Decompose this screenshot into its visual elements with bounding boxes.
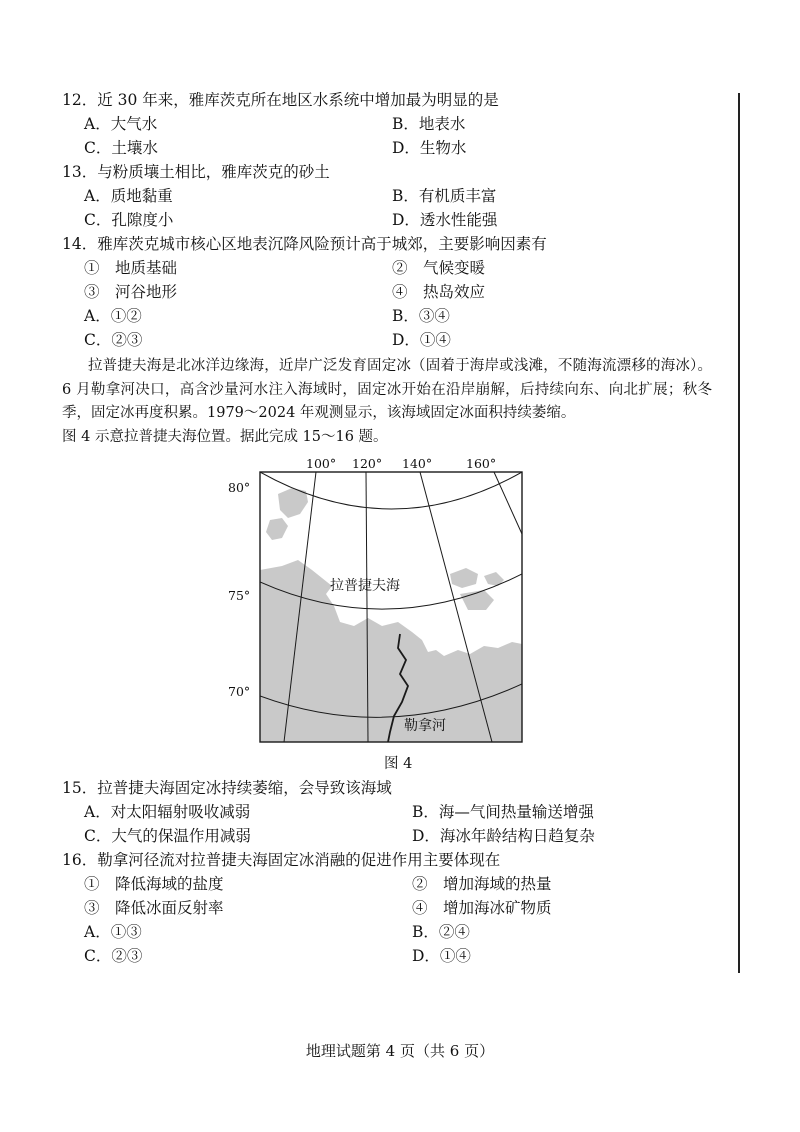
q13-option-c: C．孔隙度小 xyxy=(84,211,174,229)
river-name-label: 勒拿河 xyxy=(404,718,446,734)
question-13-stem: 13．与粉质壤土相比，雅库茨克的砂土 xyxy=(62,163,330,181)
q14-option-a: A．①② xyxy=(84,307,142,325)
q14-option-c: C．②③ xyxy=(84,331,143,349)
figure-caption: 图 4 xyxy=(384,756,413,772)
q15-option-d: D．海冰年龄结构日趋复杂 xyxy=(412,827,595,845)
q12-option-c: C．土壤水 xyxy=(84,139,158,157)
q14-option-d: D．①④ xyxy=(392,331,451,349)
question-15-stem: 15．拉普捷夫海固定冰持续萎缩，会导致该海域 xyxy=(62,779,392,797)
q16-item-2: ② 增加海域的热量 xyxy=(412,875,552,893)
q15-option-c: C．大气的保温作用减弱 xyxy=(84,827,251,845)
q14-item-1: ① 地质基础 xyxy=(84,259,178,277)
lat-label-75: 75° xyxy=(228,588,251,603)
q13-option-d: D．透水性能强 xyxy=(392,211,498,229)
q12-option-b: B．地表水 xyxy=(392,115,466,133)
q16-option-c: C．②③ xyxy=(84,947,143,965)
page-footer: 地理试题第 4 页（共 6 页） xyxy=(305,1042,495,1060)
q16-item-3: ③ 降低冰面反射率 xyxy=(84,899,224,917)
sea-name-label: 拉普捷夫海 xyxy=(330,578,400,594)
lon-label-160: 160° xyxy=(466,456,497,471)
q14-item-3: ③ 河谷地形 xyxy=(84,283,178,301)
passage-text: 拉普捷夫海是北冰洋边缘海，近岸广泛发育固定冰（固着于海岸或浅滩，不随海流漂移的海冰）。6 月勒拿河决口，高含沙量河水注入海域时，固定冰开始在沿岸崩解，后持续向东、向北扩展；秋冬季，固定冰再度积累。1979～2024 年观测显示，该海域固定冰面积持续萎缩。 xyxy=(62,358,712,421)
q13-option-b: B．有机质丰富 xyxy=(392,187,497,205)
q16-item-1: ① 降低海域的盐度 xyxy=(84,875,224,893)
passage-instruction: 图 4 示意拉普捷夫海位置。据此完成 15～16 题。 xyxy=(62,428,388,445)
q16-option-b: B．②④ xyxy=(412,923,470,941)
q14-option-b: B．③④ xyxy=(392,307,450,325)
q14-item-2: ② 气候变暖 xyxy=(392,259,486,277)
q15-option-b: B．海—气间热量输送增强 xyxy=(412,803,594,821)
map-svg xyxy=(222,454,532,754)
lat-label-70: 70° xyxy=(228,684,251,699)
q12-option-a: A．大气水 xyxy=(84,115,158,133)
q16-item-4: ④ 增加海冰矿物质 xyxy=(412,899,552,917)
q16-option-a: A．①③ xyxy=(84,923,142,941)
q14-item-4: ④ 热岛效应 xyxy=(392,283,486,301)
q16-option-d: D．①④ xyxy=(412,947,471,965)
question-12-stem: 12．近 30 年来，雅库茨克所在地区水系统中增加最为明显的是 xyxy=(62,91,499,109)
reading-passage xyxy=(62,355,712,449)
q12-option-d: D．生物水 xyxy=(392,139,467,157)
lon-label-100: 100° xyxy=(306,456,337,471)
q13-option-a: A．质地黏重 xyxy=(84,187,173,205)
question-16-stem: 16．勒拿河径流对拉普捷夫海固定冰消融的促进作用主要体现在 xyxy=(62,851,501,869)
lon-label-140: 140° xyxy=(402,456,433,471)
question-14-stem: 14．雅库茨克城市核心区地表沉降风险预计高于城郊，主要影响因素有 xyxy=(62,235,547,253)
figure-4-map xyxy=(222,454,532,754)
lat-label-80: 80° xyxy=(228,480,251,495)
margin-line xyxy=(738,93,740,973)
q15-option-a: A．对太阳辐射吸收减弱 xyxy=(84,803,251,821)
lon-label-120: 120° xyxy=(352,456,383,471)
